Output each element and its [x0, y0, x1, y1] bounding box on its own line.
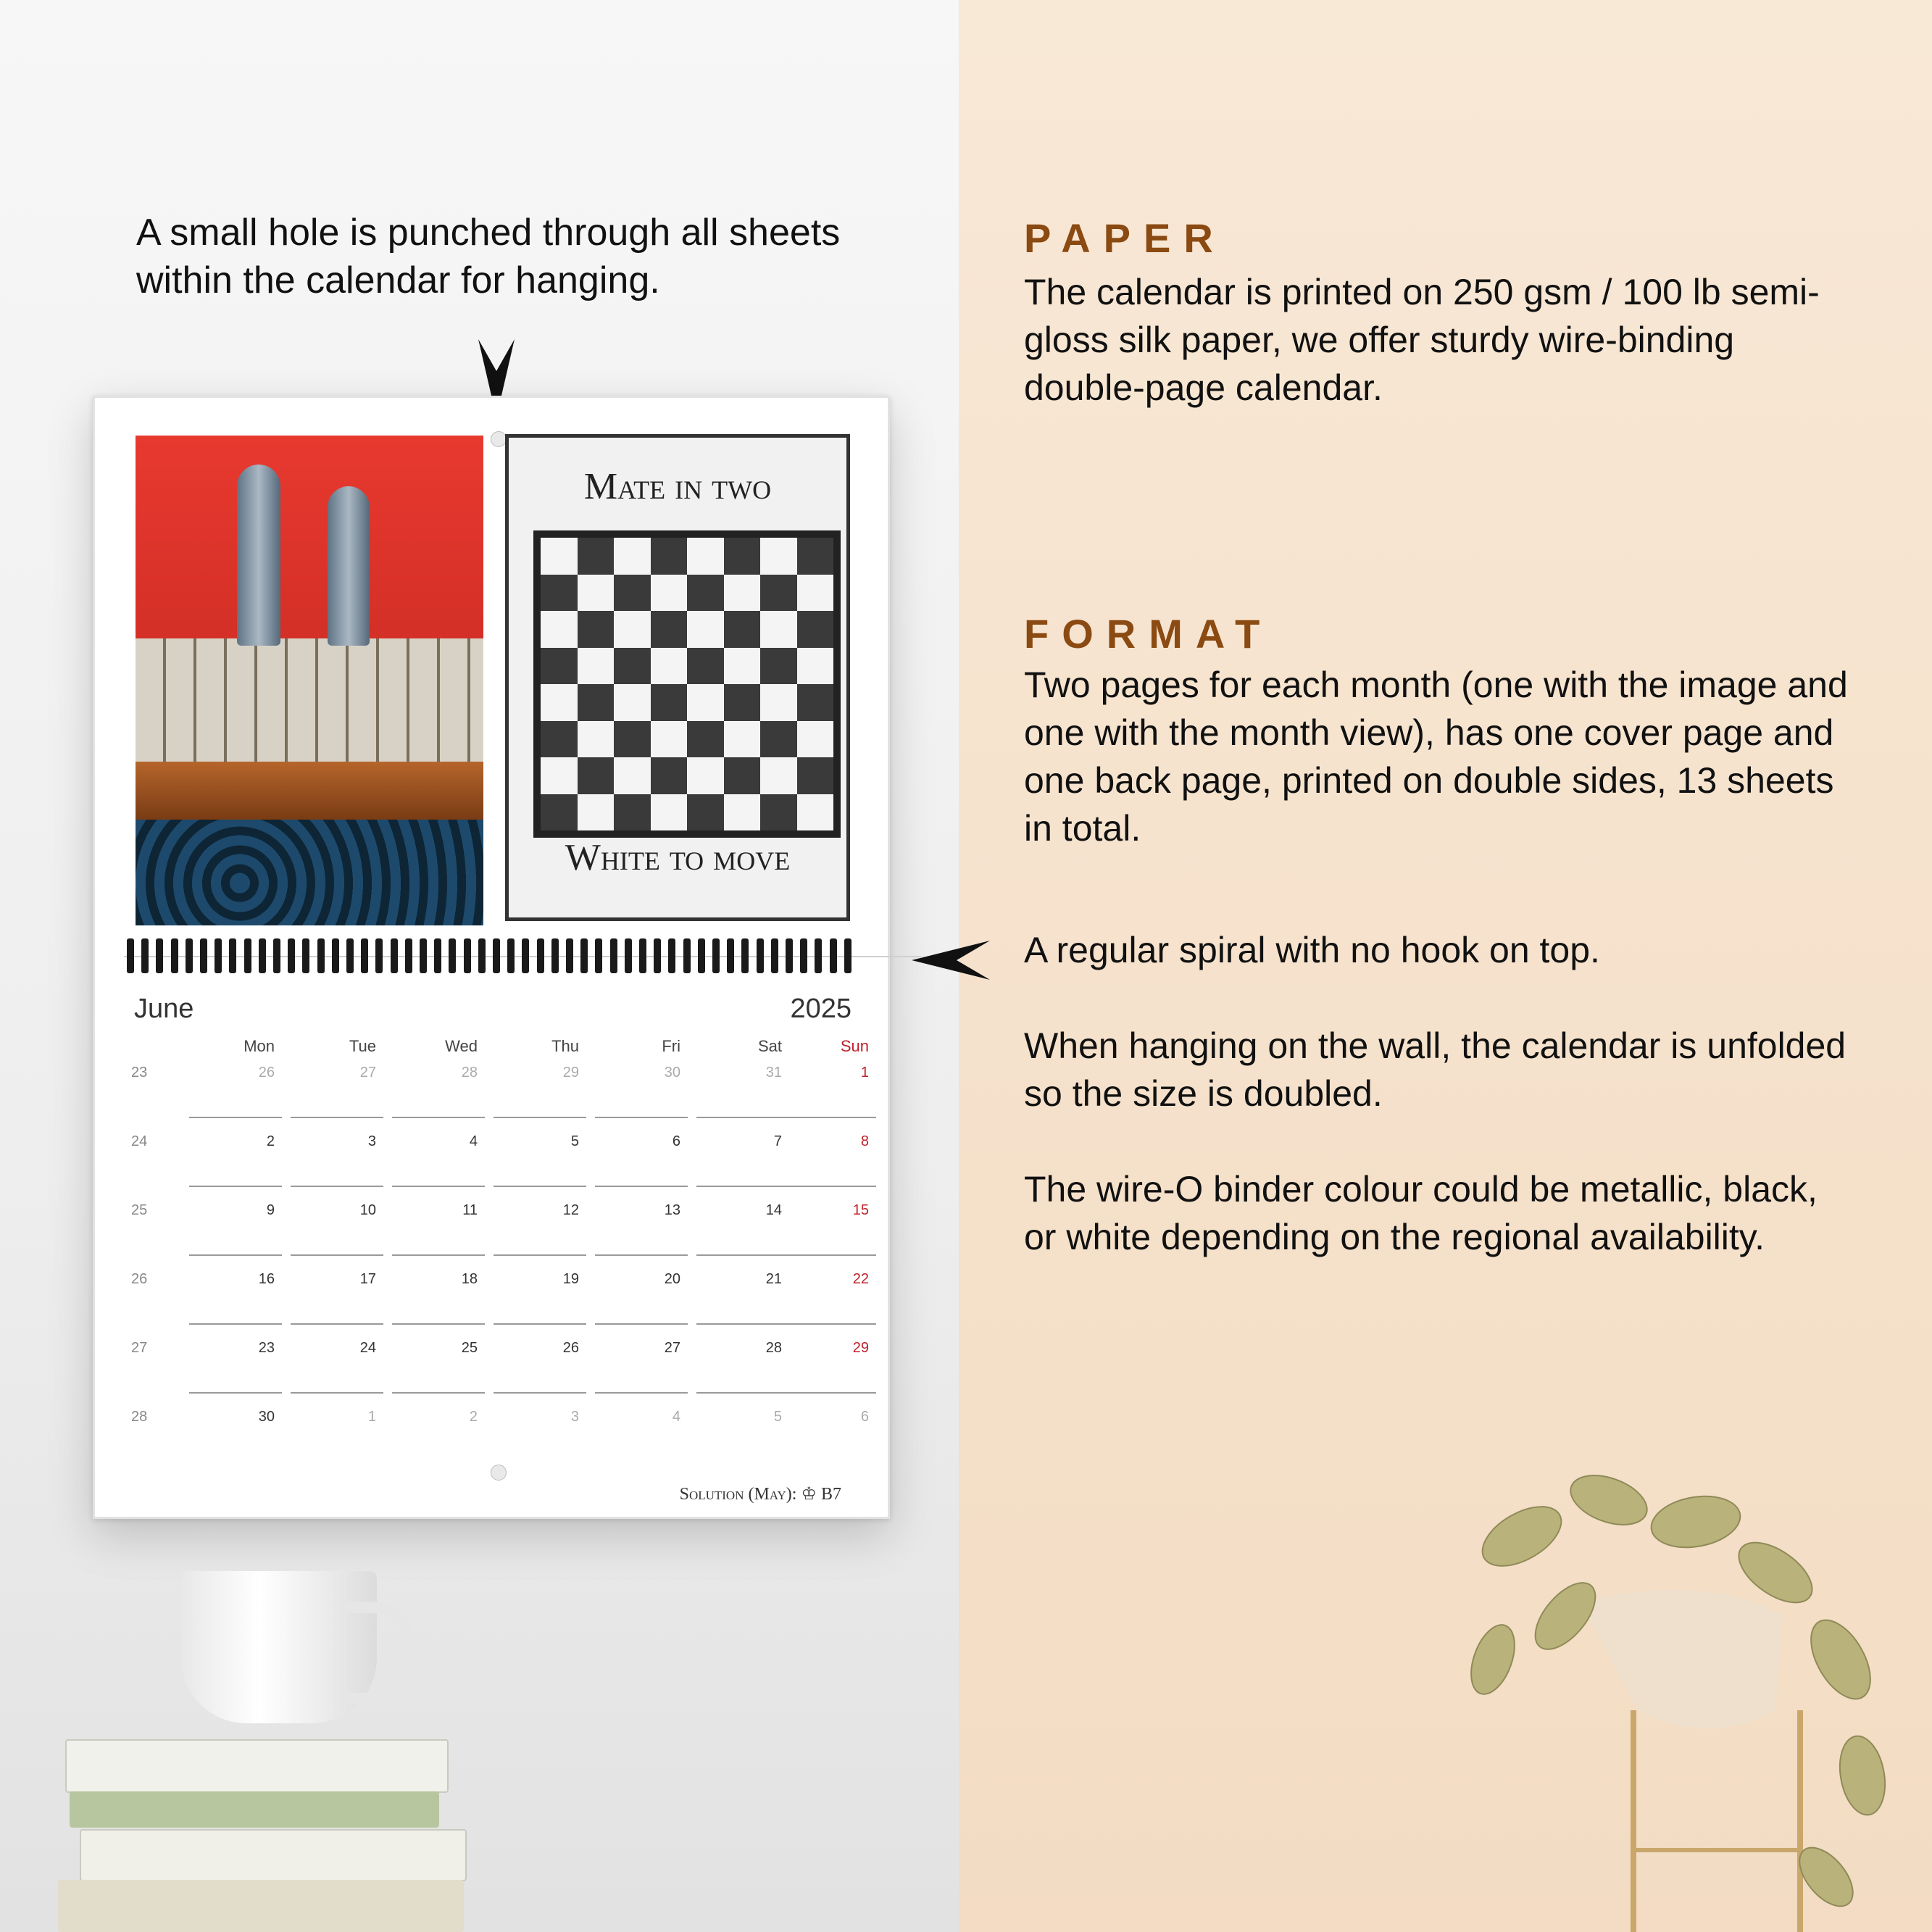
arrow-left-icon: [912, 941, 990, 980]
row-divider: [494, 1186, 586, 1187]
row-divider: [696, 1323, 789, 1325]
board-square: [797, 721, 834, 758]
month-label: June: [134, 994, 194, 1024]
board-square: [578, 721, 615, 758]
board-square: [578, 684, 615, 721]
row-divider: [595, 1392, 688, 1394]
bottom-hole: [491, 1465, 507, 1481]
board-square: [760, 611, 797, 648]
board-square: [724, 684, 761, 721]
board-square: [651, 648, 688, 685]
day-cell: 1: [860, 1065, 869, 1080]
row-divider: [696, 1186, 789, 1187]
board-square: [541, 648, 578, 685]
crown-icon: ♔: [801, 1485, 817, 1504]
board-square: [614, 684, 651, 721]
spiral-loop: [712, 938, 720, 973]
book: [70, 1791, 439, 1828]
spiral-note: A regular spiral with no hook on top.: [1024, 930, 1600, 970]
board-square: [578, 757, 615, 794]
day-name-mon: Mon: [243, 1037, 275, 1055]
solution-move: B7: [820, 1485, 841, 1504]
board-square: [687, 794, 724, 831]
row-divider: [494, 1323, 586, 1325]
spiral-loop: [566, 938, 573, 973]
board-square: [724, 575, 761, 612]
board-square: [541, 575, 578, 612]
row-divider: [392, 1392, 485, 1394]
spiral-loop: [215, 938, 222, 973]
spiral-loop: [449, 938, 456, 973]
day-cell: 19: [562, 1271, 579, 1287]
chess-pieces-photo: [136, 436, 483, 925]
day-cell: 1: [367, 1409, 376, 1425]
board-square: [797, 611, 834, 648]
spiral-loop: [580, 938, 588, 973]
board-square: [797, 794, 834, 831]
spiral-loop: [727, 938, 734, 973]
row-divider: [392, 1117, 485, 1118]
day-name-sat: Sat: [757, 1037, 782, 1055]
spiral-loop: [844, 938, 852, 973]
book: [65, 1739, 449, 1793]
board-square: [651, 721, 688, 758]
day-cell: 29: [852, 1340, 869, 1356]
row-divider: [595, 1186, 688, 1187]
spiral-loop: [757, 938, 764, 973]
chessboard: [533, 530, 841, 838]
board-square: [687, 684, 724, 721]
format-heading: FORMAT: [1024, 611, 1273, 657]
day-cell: 26: [562, 1340, 579, 1356]
day-cell: 31: [765, 1065, 782, 1080]
day-cell: 18: [461, 1271, 478, 1287]
day-cell: 5: [570, 1133, 579, 1149]
day-cell: 27: [664, 1340, 680, 1356]
board-square: [651, 575, 688, 612]
board-square: [760, 648, 797, 685]
spiral-loop: [493, 938, 500, 973]
day-name-wed: Wed: [445, 1037, 478, 1055]
day-cell: 15: [852, 1202, 869, 1218]
board-square: [541, 757, 578, 794]
row-divider: [392, 1254, 485, 1256]
day-cell: 24: [359, 1340, 376, 1356]
row-divider: [291, 1392, 383, 1394]
spiral-loop: [507, 938, 515, 973]
day-cell: 28: [765, 1340, 782, 1356]
day-cell: 22: [852, 1271, 869, 1287]
day-cell: 2: [469, 1409, 478, 1425]
spiral-loop: [522, 938, 529, 973]
day-cell: 10: [359, 1202, 376, 1218]
spiral-loop: [171, 938, 178, 973]
row-divider: [189, 1392, 282, 1394]
binder-colour-note: The wire-O binder colour could be metallic, black, or white depending on the regional availability.: [1024, 1169, 1818, 1257]
row-divider: [291, 1117, 383, 1118]
day-cell: 4: [672, 1409, 680, 1425]
board-square: [578, 575, 615, 612]
board-square: [541, 611, 578, 648]
chess-puzzle-panel: [505, 434, 850, 921]
board-square: [614, 611, 651, 648]
row-divider: [189, 1186, 282, 1187]
book: [58, 1880, 464, 1932]
board-square: [724, 794, 761, 831]
day-cell: 27: [359, 1065, 376, 1080]
day-name-sun: Sun: [840, 1037, 869, 1055]
row-divider: [291, 1323, 383, 1325]
board-square: [797, 757, 834, 794]
row-divider: [783, 1323, 876, 1325]
day-cell: 3: [367, 1133, 376, 1149]
spiral-loop: [478, 938, 486, 973]
board-square: [760, 684, 797, 721]
day-cell: 23: [258, 1340, 275, 1356]
week-number: 27: [131, 1340, 148, 1356]
day-cell: 17: [359, 1271, 376, 1287]
row-divider: [783, 1392, 876, 1394]
puzzle-title: Mate in two: [583, 466, 772, 507]
board-square: [614, 648, 651, 685]
board-square: [541, 794, 578, 831]
spiral-loop: [464, 938, 471, 973]
spiral-loop: [434, 938, 441, 973]
spiral-loop: [259, 938, 266, 973]
hanging-hole-note: A small hole is punched through all sheets within the calendar for hanging.: [136, 212, 841, 301]
spiral-loop: [127, 938, 134, 973]
wire-spiral-binding: [127, 938, 859, 975]
book: [80, 1829, 467, 1881]
spiral-loop: [625, 938, 632, 973]
day-cell: 4: [469, 1133, 478, 1149]
row-divider: [783, 1117, 876, 1118]
spiral-loop: [273, 938, 280, 973]
spiral-loop: [200, 938, 207, 973]
puzzle-caption: White to move: [565, 837, 791, 878]
day-cell: 28: [461, 1065, 478, 1080]
board-square: [687, 648, 724, 685]
board-square: [724, 648, 761, 685]
solution-note: [680, 1483, 841, 1504]
wall-calendar: [93, 396, 890, 1519]
board-square: [687, 575, 724, 612]
board-square: [651, 794, 688, 831]
board-square: [797, 538, 834, 575]
cup-handle: [346, 1602, 416, 1704]
row-divider: [595, 1323, 688, 1325]
spiral-loop: [771, 938, 778, 973]
spiral-loop: [229, 938, 236, 973]
week-number: 26: [131, 1271, 148, 1287]
week-number: 25: [131, 1202, 148, 1218]
paper-description: The calendar is printed on 250 gsm / 100 lb semi-gloss silk paper, we offer sturdy wire-binding double-page calendar.: [1024, 272, 1820, 408]
row-divider: [494, 1392, 586, 1394]
day-cell: 11: [462, 1202, 478, 1218]
week-number: 24: [131, 1133, 148, 1149]
board-square: [614, 794, 651, 831]
board-square: [541, 538, 578, 575]
spiral-loop: [420, 938, 427, 973]
row-divider: [392, 1186, 485, 1187]
year-label: 2025: [790, 994, 852, 1024]
spiral-loop: [595, 938, 602, 973]
row-divider: [783, 1254, 876, 1256]
spiral-loop: [141, 938, 149, 973]
paper-heading: PAPER: [1024, 215, 1226, 261]
spiral-loop: [786, 938, 793, 973]
board-square: [760, 538, 797, 575]
day-cell: 13: [664, 1202, 680, 1218]
board-square: [578, 538, 615, 575]
board-square: [614, 757, 651, 794]
board-square: [651, 538, 688, 575]
day-cell: 5: [773, 1409, 782, 1425]
spiral-loop: [698, 938, 705, 973]
day-cell: 12: [562, 1202, 579, 1218]
day-cell: 7: [773, 1133, 782, 1149]
row-divider: [291, 1186, 383, 1187]
row-divider: [189, 1254, 282, 1256]
board-square: [760, 575, 797, 612]
board-square: [797, 648, 834, 685]
board-square: [687, 538, 724, 575]
day-cell: 9: [266, 1202, 275, 1218]
spiral-loop: [375, 938, 383, 973]
spiral-loop: [288, 938, 295, 973]
board-square: [578, 794, 615, 831]
board-square: [578, 611, 615, 648]
day-cell: 29: [562, 1065, 579, 1080]
spiral-loop: [186, 938, 193, 973]
spiral-loop: [244, 938, 251, 973]
day-cell: 30: [258, 1409, 275, 1425]
format-description: Two pages for each month (one with the image and one with the month view), has one cover page and one back page, printed on double sides, 13 sheets in total.: [1024, 665, 1848, 849]
spiral-loop: [391, 938, 398, 973]
board-square: [687, 721, 724, 758]
day-cell: 8: [860, 1133, 869, 1149]
day-cell: 25: [461, 1340, 478, 1356]
board-square: [578, 648, 615, 685]
row-divider: [696, 1392, 789, 1394]
row-divider: [189, 1323, 282, 1325]
board-square: [651, 611, 688, 648]
spiral-loop: [405, 938, 412, 973]
spiral-loop: [815, 938, 822, 973]
board-square: [614, 575, 651, 612]
spiral-loop: [800, 938, 807, 973]
spiral-loop: [156, 938, 163, 973]
row-divider: [392, 1323, 485, 1325]
row-divider: [291, 1254, 383, 1256]
spiral-loop: [654, 938, 661, 973]
day-name-fri: Fri: [662, 1037, 680, 1055]
spiral-loop: [668, 938, 675, 973]
board-square: [724, 538, 761, 575]
board-square: [760, 757, 797, 794]
solution-label: Solution (May):: [679, 1485, 797, 1504]
board-square: [760, 794, 797, 831]
row-divider: [595, 1254, 688, 1256]
day-cell: 21: [765, 1271, 782, 1287]
row-divider: [494, 1254, 586, 1256]
potted-plant: [1435, 1471, 1899, 1932]
board-square: [687, 757, 724, 794]
spiral-loop: [741, 938, 749, 973]
board-square: [614, 721, 651, 758]
day-cell: 30: [664, 1065, 680, 1080]
board-square: [797, 684, 834, 721]
spiral-loop: [302, 938, 309, 973]
board-square: [760, 721, 797, 758]
row-divider: [783, 1186, 876, 1187]
spiral-loop: [317, 938, 325, 973]
hanging-size-note: When hanging on the wall, the calendar is unfolded so the size is doubled.: [1024, 1025, 1846, 1114]
day-name-thu: Thu: [551, 1037, 579, 1055]
spiral-loop: [361, 938, 368, 973]
board-square: [687, 611, 724, 648]
day-cell: 16: [258, 1271, 275, 1287]
week-number: 23: [131, 1065, 148, 1080]
row-divider: [494, 1117, 586, 1118]
board-square: [724, 757, 761, 794]
spiral-loop: [346, 938, 354, 973]
board-square: [651, 757, 688, 794]
row-divider: [189, 1117, 282, 1118]
spiral-loop: [551, 938, 559, 973]
row-divider: [595, 1117, 688, 1118]
day-cell: 2: [266, 1133, 275, 1149]
day-cell: 3: [570, 1409, 579, 1425]
week-number: 28: [131, 1409, 148, 1425]
day-cell: 6: [672, 1133, 680, 1149]
hanging-hole: [491, 431, 507, 447]
row-divider: [696, 1254, 789, 1256]
day-cell: 6: [860, 1409, 869, 1425]
day-cell: 14: [765, 1202, 782, 1218]
board-square: [541, 684, 578, 721]
spiral-loop: [830, 938, 837, 973]
day-cell: 20: [664, 1271, 680, 1287]
spiral-loop: [610, 938, 617, 973]
board-square: [724, 611, 761, 648]
board-square: [724, 721, 761, 758]
spiral-loop: [537, 938, 544, 973]
board-square: [614, 538, 651, 575]
row-divider: [696, 1117, 789, 1118]
day-cell: 26: [258, 1065, 275, 1080]
board-square: [651, 684, 688, 721]
spiral-loop: [683, 938, 691, 973]
board-square: [797, 575, 834, 612]
spiral-loop: [639, 938, 646, 973]
spiral-loop: [332, 938, 339, 973]
day-name-tue: Tue: [349, 1037, 376, 1055]
board-square: [541, 721, 578, 758]
